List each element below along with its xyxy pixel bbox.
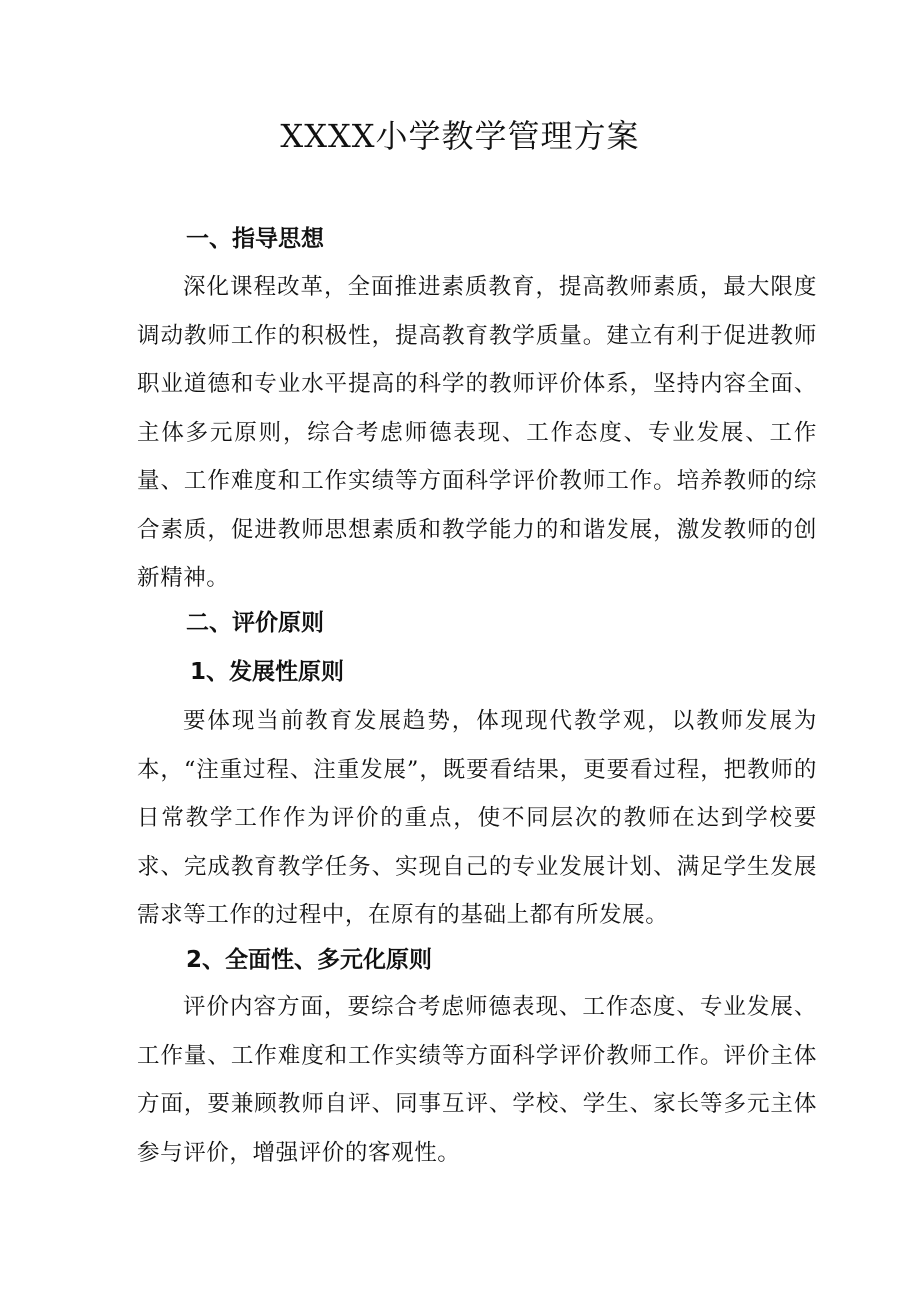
paragraph-guiding-ideology: 深化课程改革，全面推进素质教育，提高教师素质，最大限度调动教师工作的积极性，提高教育教学质量。建立有利于促进教师职业道德和专业水平提高的科学的教师评价体系，坚持内容全面、主体多元原则，综合考虑师德表现、工作态度、专业发展、工作量、工作难度和工作实绩等方面科学评价教师工作。培养教师的综合素质，促进教师思想素质和教学能力的和谐发展，激发教师的创新精神。 (137, 274, 817, 591)
paragraph-comprehensive-principle: 评价内容方面，要综合考虑师德表现、工作态度、专业发展、工作量、工作难度和工作实绩等方面科学评价教师工作。评价主体方面，要兼顾教师自评、同事互评、学校、学生、家长等多元主体参与评价，增强评价的客观性。 (137, 994, 817, 1166)
section-heading-guiding-ideology: 一、指导思想 (186, 226, 324, 252)
paragraph-development-principle: 要体现当前教育发展趋势，体现现代教学观，以教师发展为本，“注重过程、注重发展”，既要看结果，更要看过程，把教师的日常教学工作作为评价的重点，使不同层次的教师在达到学校要求、完成教育教学任务、实现自己的专业发展计划、满足学生发展需求等工作的过程中，在原有的基础上都有所发展。 (137, 708, 817, 928)
subsection-heading-comprehensive-principle: 2、全面性、多元化原则 (186, 947, 433, 973)
subsection-heading-development-principle: 1、发展性原则 (190, 659, 345, 685)
document-title: XXXX小学教学管理方案 (280, 117, 640, 155)
section-heading-evaluation-principles: 二、评价原则 (186, 610, 324, 636)
